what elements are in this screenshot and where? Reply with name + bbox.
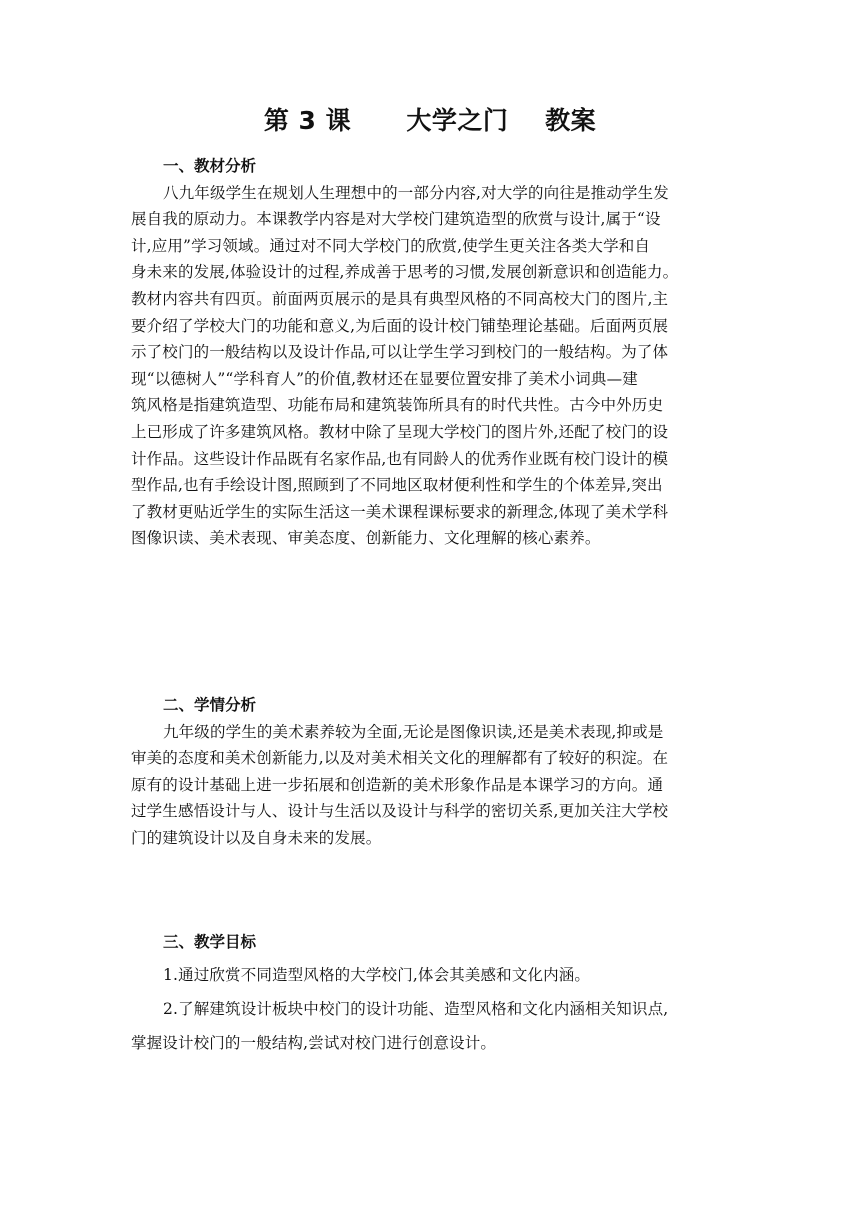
paragraph-line: 要介绍了学校大门的功能和意义,为后面的设计校门铺垫理论基础。后面两页展 (131, 317, 669, 335)
paragraph-line: 示了校门的一般结构以及设计作品,可以让学生学习到校门的一般结构。为了体 (131, 343, 669, 361)
paragraph-line: 了教材更贴近学生的实际生活这一美术课程课标要求的新理念,体现了美术学科 (131, 503, 669, 521)
document-title: 第 3 课 大学之门 教案 (263, 106, 597, 135)
paragraph-line: 教材内容共有四页。前面两页展示的是具有典型风格的不同高校大门的图片,主 (131, 290, 669, 308)
paragraph-line: 掌握设计校门的一般结构,尝试对校门进行创意设计。 (131, 1034, 497, 1052)
paragraph-line: 展自我的原动力。本课教学内容是对大学校门建筑造型的欣赏与设计,属于“设 (131, 210, 661, 228)
section-heading-teaching-goals: 三、教学目标 (163, 933, 257, 951)
paragraph-line: 原有的设计基础上进一步拓展和创造新的美术形象作品是本课学习的方向。通 (131, 776, 664, 794)
paragraph-line: 现“以德树人”“学科育人”的价值,教材还在显要位置安排了美术小词典—建 (131, 370, 638, 388)
paragraph-line: 身未来的发展,体验设计的过程,养成善于思考的习惯,发展创新意识和创造能力。 (131, 263, 679, 281)
paragraph-line: 型作品,也有手绘设计图,照顾到了不同地区取材便利性和学生的个体差异,突出 (131, 476, 663, 494)
paragraph-line: 过学生感悟设计与人、设计与生活以及设计与科学的密切关系,更加关注大学校 (131, 802, 669, 820)
paragraph-line: 计作品。这些设计作品既有名家作品,也有同龄人的优秀作业既有校门设计的模 (131, 450, 669, 468)
paragraph-line: 审美的态度和美术创新能力,以及对美术相关文化的理解都有了较好的积淀。在 (131, 749, 669, 767)
paragraph-line: 1.通过欣赏不同造型风格的大学校门,体会其美感和文化内涵。 (163, 966, 591, 984)
section-heading-learner-analysis: 二、学情分析 (163, 696, 257, 714)
section-heading-textbook-analysis: 一、教材分析 (163, 157, 257, 175)
paragraph-line: 八九年级学生在规划人生理想中的一部分内容,对大学的向往是推动学生发 (163, 184, 669, 202)
paragraph-line: 2.了解建筑设计板块中校门的设计功能、造型风格和文化内涵相关知识点, (163, 1000, 669, 1018)
paragraph-line: 九年级的学生的美术素养较为全面,无论是图像识读,还是美术表现,抑或是 (163, 723, 664, 741)
paragraph-line: 图像识读、美术表现、审美态度、创新能力、文化理解的核心素养。 (131, 529, 601, 547)
paragraph-line: 门的建筑设计以及自身未来的发展。 (131, 829, 382, 847)
paragraph-line: 筑风格是指建筑造型、功能布局和建筑装饰所具有的时代共性。古今中外历史 (131, 396, 664, 414)
paragraph-line: 计,应用”学习领域。通过对不同大学校门的欣赏,使学生更关注各类大学和自 (131, 237, 651, 255)
paragraph-line: 上已形成了许多建筑风格。教材中除了呈现大学校门的图片外,还配了校门的设 (131, 423, 669, 441)
